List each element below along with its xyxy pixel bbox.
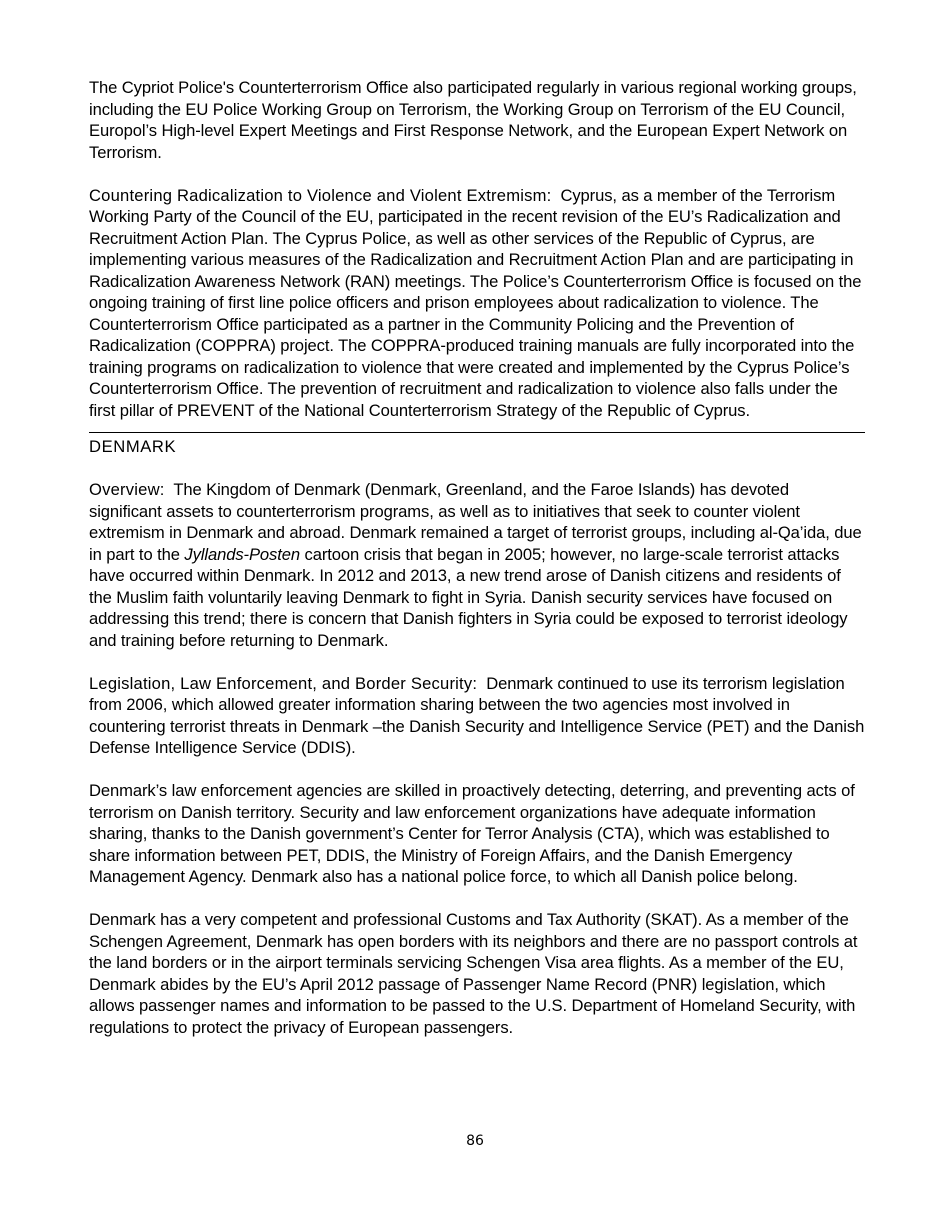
legislation-heading: Legislation, Law Enforcement, and Border Security: bbox=[89, 673, 478, 693]
section-divider bbox=[89, 432, 865, 433]
page-content bbox=[89, 77, 865, 1038]
denmark-section-title: DENMARK bbox=[89, 437, 177, 456]
paragraph-spacer bbox=[89, 458, 865, 480]
cyprus-cve-heading: Countering Radicalization to Violence and Violent Extremism: bbox=[89, 185, 552, 205]
overview-paragraph bbox=[89, 479, 865, 651]
customs-paragraph: Denmark has a very competent and professional Customs and Tax Authority (SKAT). As a member of the Schengen Agreement, Denmark has open borders with its neighbors and there are no passport controls at the land borders or in the airport terminals servicing Schengen Visa area flights. As a member of the EU, Denmark abides by the EU’s April 2012 passage of Passenger Name Record (PNR) legislation, which allows passenger names and information to be passed to the U.S. Department of Homeland Security, with regulations to protect the privacy of European passengers. bbox=[89, 910, 858, 1037]
legislation-paragraph bbox=[89, 673, 865, 759]
overview-body-part-2: cartoon crisis that began in 2005; however, no large-scale terrorist attacks have occurred within Denmark. In 2012 and 2013, a new trend arose of Danish citizens and residents of the Muslim faith voluntarily leaving Denmark to fight in Syria. Danish security services have focused on addressing this trend; there is concern that Danish fighters in Syria could be exposed to terrorist ideology and training before returning to Denmark. bbox=[89, 544, 848, 650]
paragraph-spacer bbox=[89, 759, 865, 781]
page-number: 86 bbox=[466, 1133, 484, 1149]
overview-heading: Overview: bbox=[89, 480, 165, 499]
paragraph-spacer bbox=[89, 421, 865, 432]
cyprus-cve-paragraph bbox=[89, 185, 865, 422]
newspaper-title: Jyllands-Posten bbox=[184, 544, 301, 564]
cyprus-intro-paragraph: The Cypriot Police's Counterterrorism Office also participated regularly in various regional working groups, including the EU Police Working Group on Terrorism, the Working Group on Terrorism of the EU Council, Europol’s High-level Expert Meetings and First Response Network, and the European Expert Network on Terrorism. bbox=[89, 78, 857, 162]
paragraph-spacer bbox=[89, 651, 865, 673]
law-enforcement-paragraph: Denmark’s law enforcement agencies are skilled in proactively detecting, deterring, and preventing acts of terrorism on Danish territory. Security and law enforcement organizations have adequate information sharing, thanks to the Danish government’s Center for Terror Analysis (CTA), which was established to share information between PET, DDIS, the Ministry of Foreign Affairs, and the Danish Emergency Management Agency. Denmark also has a national police force, to which all Danish police belong. bbox=[89, 781, 855, 886]
paragraph-spacer bbox=[89, 163, 865, 185]
overview-body-part-1: The Kingdom of Denmark (Denmark, Greenland, and the Faroe Islands) has devoted significant assets to counterterrorism programs, as well as to initiatives that seek to counter violent extremism in Denmark and abroad. Denmark remained a target of terrorist groups, including al-Qa’ida, due in part to the bbox=[89, 480, 862, 564]
cyprus-cve-body: Cyprus, as a member of the Terrorism Working Party of the Council of the EU, participated in the recent revision of the EU’s Radicalization and Recruitment Action Plan. The Cyprus Police, as well as other services of the Republic of Cyprus, are implementing various measures of the Radicalization and Recruitment Action Plan and are participating in Radicalization Awareness Network (RAN) meetings. The Police’s Counterterrorism Office is focused on the ongoing training of first line police officers and prison employees about radicalization to violence. The Counterterrorism Office participated as a partner in the Community Policing and the Prevention of Radicalization (COPPRA) project. The COPPRA-produced training manuals are fully incorporated into the training programs on radicalization to violence that were created and implemented by the Cyprus Police’s Counterterrorism Office. The prevention of recruitment and radicalization to violence also falls under the first pillar of PREVENT of the National Counterterrorism Strategy of the Republic of Cyprus. bbox=[89, 185, 862, 420]
legislation-body: Denmark continued to use its terrorism legislation from 2006, which allowed greater information sharing between the two agencies most involved in countering terrorist threats in Denmark –the Danish Security and Intelligence Service (PET) and the Danish Defense Intelligence Service (DDIS). bbox=[89, 673, 865, 757]
paragraph-spacer bbox=[89, 888, 865, 910]
